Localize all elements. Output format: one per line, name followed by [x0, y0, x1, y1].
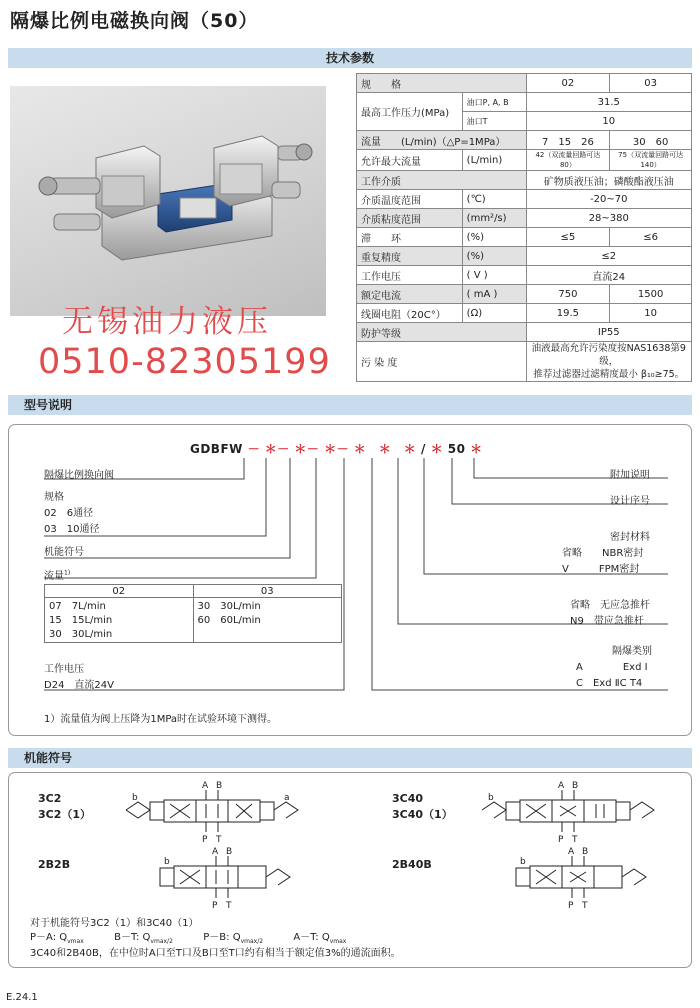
solenoid-b: b	[488, 793, 494, 803]
current-label: 额定电流	[357, 285, 463, 304]
flow-head-02: 02	[45, 585, 194, 598]
temp-value: -20~70	[526, 190, 691, 209]
spec-02: 02	[526, 74, 610, 93]
ex-option-2: C Exd ⅡC T4	[576, 678, 643, 689]
port-t: 油口T	[462, 112, 526, 131]
extra-note-label: 附加说明	[610, 470, 650, 481]
volt-label: 工作电压	[357, 266, 463, 285]
volt-option: D24 直流24V	[44, 680, 114, 691]
func-title: 机能符号	[44, 547, 84, 558]
label-t: T	[572, 835, 578, 845]
label-t: T	[582, 901, 588, 910]
emer-option-1: 省略 无应急推杆	[570, 600, 650, 611]
label-a: A	[568, 847, 575, 857]
flow-label: 流量 (L/min)（△P=1MPa）	[357, 131, 527, 150]
note-line-2	[30, 928, 346, 945]
code-prefix: GDBFW	[190, 442, 243, 456]
volt-value: 直流24	[526, 266, 691, 285]
model-header: 型号说明	[8, 395, 692, 415]
page-number: E.24.1	[6, 992, 38, 1003]
res-02: 19.5	[526, 304, 610, 323]
res-03: 10	[610, 304, 692, 323]
note-line-3: 3C40和2B40B，在中位时A口至T口及B口至T口约有相当于额定值3%的通流面积。	[30, 948, 401, 959]
medium-label: 工作介质	[357, 171, 527, 190]
flow-option: 15 15L/min	[49, 615, 113, 626]
flow-option: 30 30L/min	[49, 629, 113, 640]
volt-unit: ( V )	[462, 266, 526, 285]
ex-title: 隔爆类别	[612, 646, 652, 657]
note-bt-sub: vmax/2	[150, 938, 173, 945]
label-p: P	[212, 901, 218, 910]
visc-value: 28~380	[526, 209, 691, 228]
temp-unit: (℃)	[462, 190, 526, 209]
flow-02: 7 15 26	[526, 131, 610, 150]
hyst-03: ≤6	[610, 228, 692, 247]
flow-col-03	[193, 598, 342, 643]
prot-value: IP55	[526, 323, 691, 342]
phone-watermark: 0510-82305199	[38, 342, 331, 382]
note-pb-sub: vmax/2	[240, 938, 264, 945]
port-pab: 油口P, A, B	[462, 93, 526, 112]
functions-header: 机能符号	[8, 748, 692, 768]
visc-label: 介质粘度范围	[357, 209, 463, 228]
clean-value-line2: 推荐过滤器过滤精度最小 β₁₀≥75。	[533, 369, 685, 380]
label-b: B	[582, 847, 589, 857]
note-pa-sub: vmax	[67, 938, 84, 945]
label-b: B	[216, 781, 223, 791]
hyst-02: ≤5	[526, 228, 610, 247]
prot-label: 防护等级	[357, 323, 527, 342]
symbol-3c2-1: 3C2（1）	[38, 808, 92, 821]
note-line-1: 对于机能符号3C2（1）和3C40（1）	[30, 918, 199, 929]
spec-label: 规 格	[357, 74, 527, 93]
specs-header: 技术参数	[8, 48, 692, 68]
valve-symbol-2b2b	[160, 856, 290, 898]
solenoid-b: b	[520, 857, 526, 867]
symbol-3c40-1: 3C40（1）	[392, 808, 453, 821]
volt-title: 工作电压	[44, 664, 84, 675]
flow-head-03: 03	[193, 585, 342, 598]
design-no-label: 设计序号	[610, 496, 650, 507]
seal-option-1: 省略 NBR密封	[562, 548, 644, 559]
solenoid-a: a	[284, 793, 290, 803]
page-title: 隔爆比例电磁换向阀（50）	[10, 10, 259, 32]
spec-03-option: 03 10通径	[44, 524, 100, 535]
code-end: ＊	[470, 442, 483, 456]
code-gap: ＊	[430, 442, 448, 456]
solenoid-b: b	[164, 857, 170, 867]
symbol-2b2b: 2B2B	[38, 858, 71, 871]
pressure-pab: 31.5	[526, 93, 691, 112]
flow-option: 07 7L/min	[49, 601, 106, 612]
label-p: P	[202, 835, 208, 845]
label-b: B	[226, 847, 233, 857]
rep-label: 重复精度	[357, 247, 463, 266]
note-bt: B－T: Q	[114, 932, 151, 943]
seal-title: 密封材料	[610, 532, 650, 543]
clean-label: 污 染 度	[357, 342, 527, 382]
label-t: T	[216, 835, 222, 845]
pressure-label: 最高工作压力(MPa)	[357, 93, 463, 131]
valve-symbols-diagram	[0, 780, 700, 910]
note-at: A－T: Q	[293, 932, 330, 943]
maxflow-unit: (L/min)	[462, 150, 526, 171]
pressure-t: 10	[526, 112, 691, 131]
spec-03: 03	[610, 74, 692, 93]
code-stars: － ＊－ ＊－ ＊－ ＊ ＊ ＊	[247, 442, 417, 456]
valve-symbol-2b40b	[516, 856, 646, 898]
medium-value: 矿物质液压油；磷酸酯液压油	[526, 171, 691, 190]
code-slash: /	[420, 442, 426, 456]
valve-name: 隔爆比例换向阀	[44, 470, 114, 481]
flow-option: 60 60L/min	[197, 615, 261, 626]
flow-note-mark: 1)	[64, 569, 71, 577]
emer-option-2: N9 带应急推杆	[570, 616, 644, 627]
current-unit: ( mA )	[462, 285, 526, 304]
note-at-sub: vmax	[329, 938, 347, 945]
current-03: 1500	[610, 285, 692, 304]
flow-footnote: 1）流量值为阀上压降为1MPa时在试验环境下测得。	[44, 714, 278, 725]
rep-unit: (%)	[462, 247, 526, 266]
note-pa: P－A: Q	[30, 932, 68, 943]
flow-title-text: 流量	[44, 571, 64, 582]
valve-symbol-3c2	[126, 790, 298, 832]
label-a: A	[212, 847, 219, 857]
label-p: P	[558, 835, 564, 845]
current-02: 750	[526, 285, 610, 304]
label-p: P	[568, 901, 574, 910]
seal-option-2: V FPM密封	[562, 564, 640, 575]
visc-unit: (mm²/s)	[462, 209, 526, 228]
label-t: T	[226, 901, 232, 910]
hyst-label: 滞 环	[357, 228, 463, 247]
symbol-3c40: 3C40	[392, 792, 424, 805]
flow-option: 30 30L/min	[197, 601, 261, 612]
res-unit: (Ω)	[462, 304, 526, 323]
flow-options-table	[44, 584, 342, 643]
maxflow-02: 42（双流量回路可达80）	[526, 150, 610, 171]
maxflow-label: 允许最大流量	[357, 150, 463, 171]
clean-value-line1: 油液最高允许污染度按NAS1638第9级，	[531, 343, 686, 367]
solenoid-b: b	[132, 793, 138, 803]
note-pb: P－B: Q	[203, 932, 241, 943]
flow-table-body	[45, 598, 342, 643]
res-label: 线圈电阻（20C°）	[357, 304, 463, 323]
label-a: A	[202, 781, 209, 791]
flow-table-head	[45, 585, 342, 598]
label-a: A	[558, 781, 565, 791]
flow-03: 30 60	[610, 131, 692, 150]
flow-title	[44, 567, 70, 582]
code-50: 50	[447, 442, 466, 456]
rep-value: ≤2	[526, 247, 691, 266]
label-b: B	[572, 781, 579, 791]
flow-col-02	[45, 598, 194, 643]
ex-option-1: A Exd Ⅰ	[576, 662, 648, 673]
spec-title: 规格	[44, 492, 64, 503]
spec-02-option: 02 6通径	[44, 508, 94, 519]
company-watermark: 无锡油力液压	[62, 304, 272, 340]
valve-symbol-3c40	[482, 790, 654, 832]
temp-label: 介质温度范围	[357, 190, 463, 209]
symbol-2b40b: 2B40B	[392, 858, 432, 871]
symbol-3c2: 3C2	[38, 792, 62, 805]
maxflow-03: 75（双流量回路可达140）	[610, 150, 692, 171]
hyst-unit: (%)	[462, 228, 526, 247]
